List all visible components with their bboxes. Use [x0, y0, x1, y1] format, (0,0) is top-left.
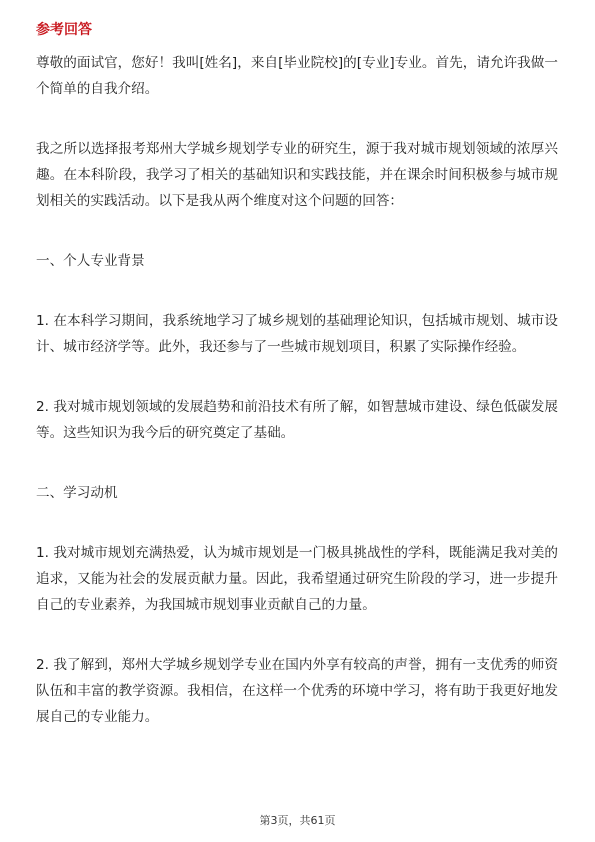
- section-heading: 参考回答: [36, 22, 92, 38]
- paragraph-intro: 尊敬的面试官，您好！我叫[姓名]，来自[毕业院校]的[专业]专业。首先，请允许我做一个简单的自我介绍。: [36, 55, 558, 97]
- paragraph-background-1: 1. 在本科学习期间，我系统地学习了城乡规划的基础理论知识，包括城市规划、城市设计、城市经济学等。此外，我还参与了一些城市规划项目，积累了实际操作经验。: [36, 313, 558, 355]
- page-number: 第3页，共61页: [259, 814, 336, 827]
- paragraph-background-2: 2. 我对城市规划领域的发展趋势和前沿技术有所了解，如智慧城市建设、绿色低碳发展等。这些知识为我今后的研究奠定了基础。: [36, 399, 558, 441]
- paragraph-motivation-2: 2. 我了解到，郑州大学城乡规划学专业在国内外享有较高的声誉，拥有一支优秀的师资队伍和丰富的教学资源。我相信，在这样一个优秀的环境中学习，将有助于我更好地发展自己的专业能力。: [36, 657, 558, 725]
- document-body: [36, 50, 558, 764]
- section-title-motivation: 二、学习动机: [36, 485, 118, 501]
- section-title-background: 一、个人专业背景: [36, 253, 145, 269]
- paragraph-motivation: 我之所以选择报考郑州大学城乡规划学专业的研究生，源于我对城市规划领域的浓厚兴趣。在本科阶段，我学习了相关的基础知识和实践技能，并在课余时间积极参与城市规划相关的实践活动。以下是我从两个维度对这个问题的回答：: [36, 141, 558, 209]
- paragraph-motivation-1: 1. 我对城市规划充满热爱，认为城市规划是一门极具挑战性的学科，既能满足我对美的追求，又能为社会的发展贡献力量。因此，我希望通过研究生阶段的学习，进一步提升自己的专业素养，为我国城市规划事业贡献自己的力量。: [36, 545, 558, 613]
